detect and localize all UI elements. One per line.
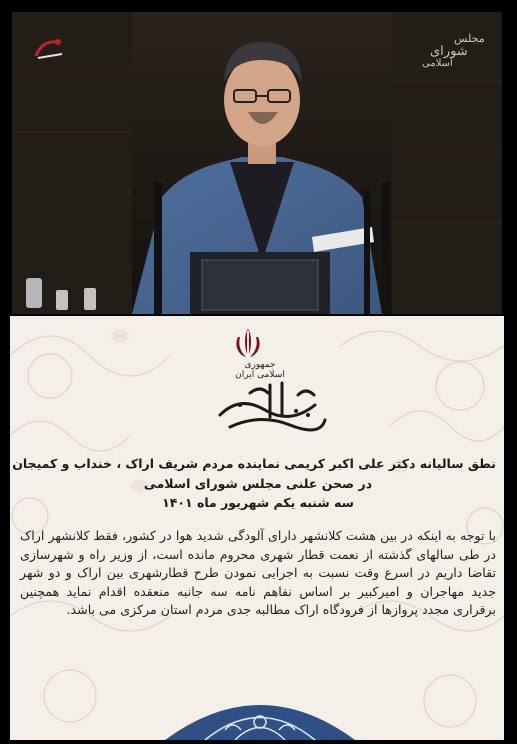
heading-line-2: در صحن علنی مجلس شورای اسلامی xyxy=(143,475,373,491)
speech-heading xyxy=(12,454,496,513)
watermark-word-1: مجلس xyxy=(454,32,485,45)
watermark-word-2: شورای xyxy=(430,44,468,59)
country-name-label: جمهوری اسلامی ایران xyxy=(235,360,285,380)
channel-logo-icon xyxy=(32,34,66,64)
parliament-calligraphy-logo xyxy=(210,365,330,440)
heading-line-3: سه شنبه یکم شهریور ماه ۱۴۰۱ xyxy=(162,495,354,510)
iran-emblem-icon xyxy=(232,327,264,361)
speech-paragraph: با توجه به اینکه در بین هشت کلانشهر دارای آلودگی شدید هوا در کشور، فقط کلانشهر اراک در طی سالهای گذشته از نعمت قطار شهری محروم مانده است، از وزیر راه و شهرسازی تقاضا داریم در اسرع وقت نسبت به اجرایی نمودن طرح قطارشهری بین اراک و دو شهر جدید مهاجران و امیرکبیر بر اساس نفاهم نامه سه جانبه منعقده اقدام نماید همچنین برقراری مجدد پروازها از فرودگاه اراک مطالبه جدی مردم استان مرکزی می باشد. xyxy=(20,528,496,618)
watermark-word-3: اسلامی xyxy=(422,58,453,69)
decorative-ornament-icon xyxy=(165,690,355,740)
parliament-watermark-logo xyxy=(420,32,486,72)
speaker-photo xyxy=(12,12,502,314)
heading-line-1: نطق سالیانه دکتر علی اکبر کریمی نماینده مردم شریف اراک ، خنداب و کمیجان xyxy=(12,456,496,471)
